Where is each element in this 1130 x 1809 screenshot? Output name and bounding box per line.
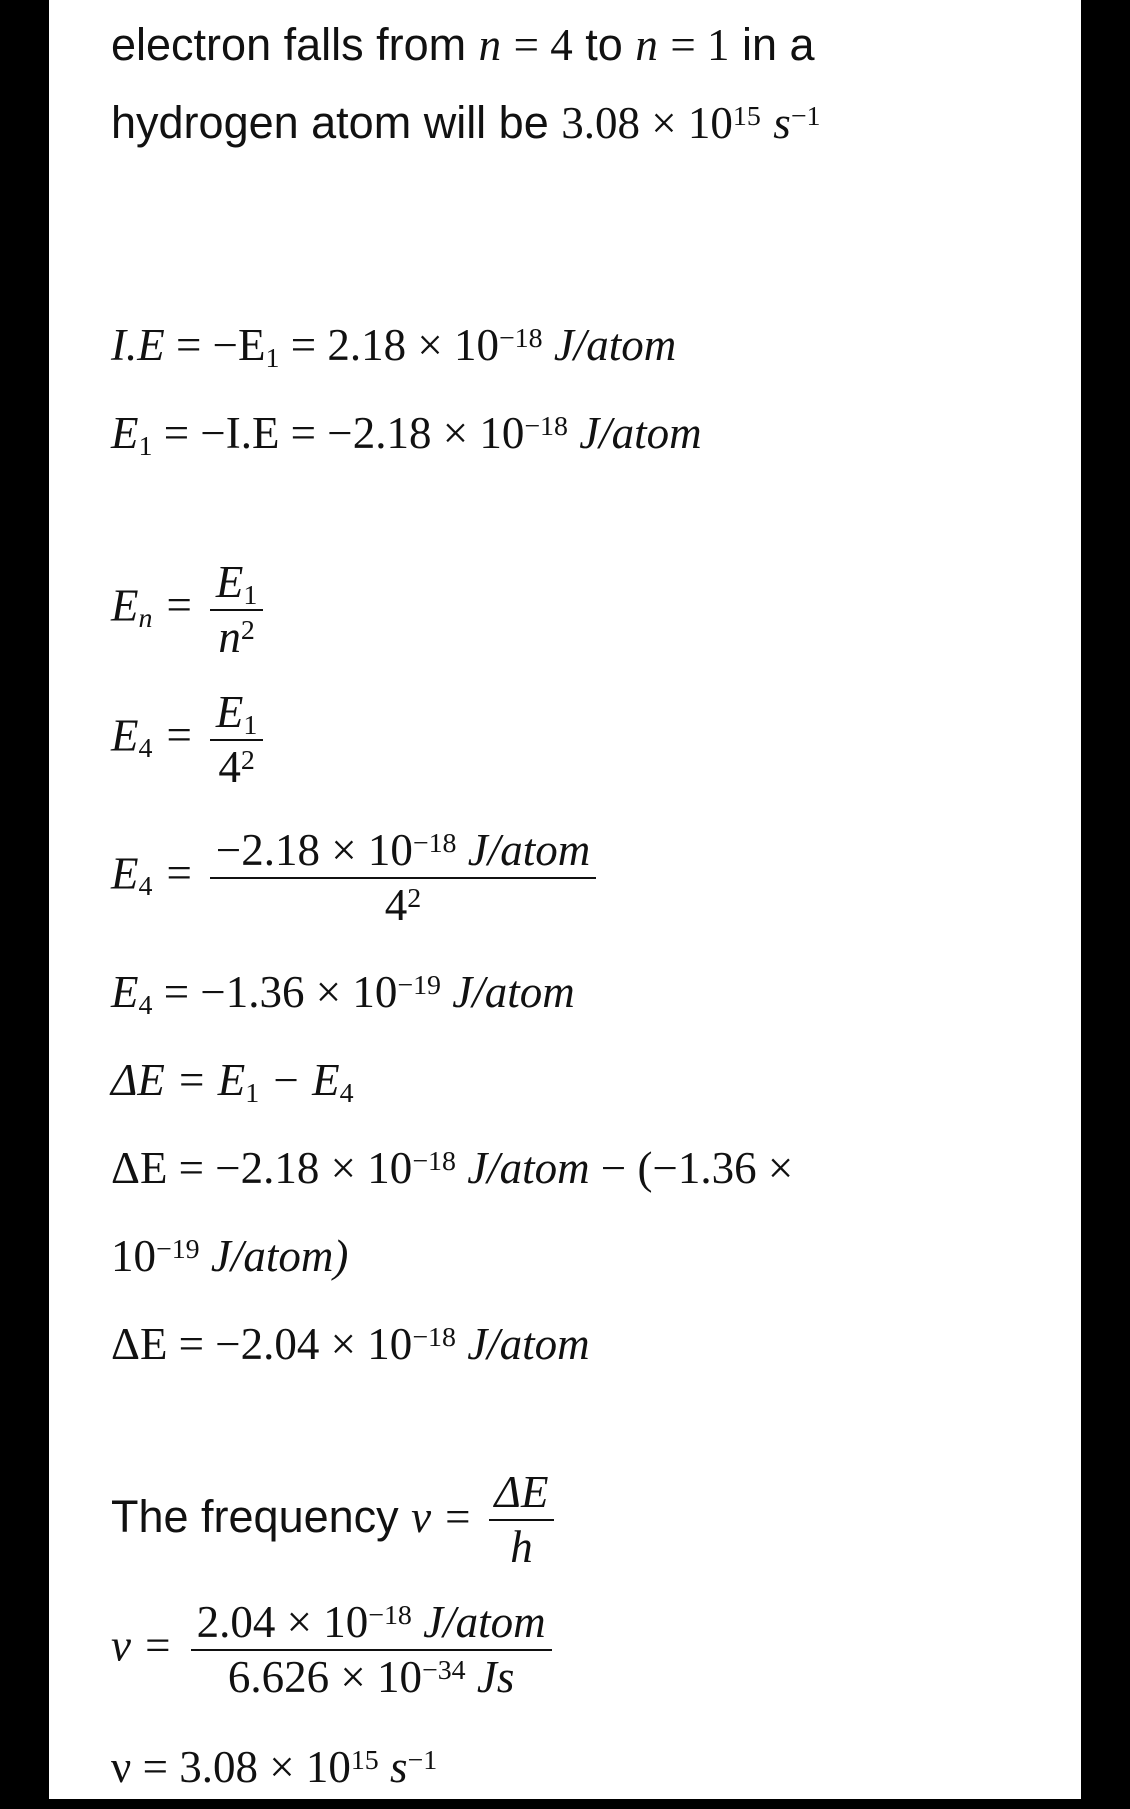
unit: J/atom bbox=[467, 1143, 590, 1193]
exponent: −18 bbox=[412, 1322, 456, 1354]
intro-line-1 bbox=[111, 19, 815, 70]
fraction bbox=[191, 1597, 552, 1702]
e4-fraction-equation bbox=[111, 687, 267, 792]
den-exp: −34 bbox=[421, 1655, 466, 1687]
frequency-definition bbox=[111, 1467, 558, 1572]
denominator bbox=[210, 739, 263, 790]
rhs: = −E bbox=[175, 320, 266, 370]
exponent: −18 bbox=[412, 1146, 456, 1178]
num: E bbox=[215, 557, 244, 607]
exponent: −18 bbox=[524, 411, 568, 443]
num: −2.18 × 10 bbox=[215, 825, 413, 875]
rhs: ν = 3.08 × 10 bbox=[111, 1742, 351, 1792]
den: 4 bbox=[218, 742, 241, 792]
value: 10 bbox=[111, 1231, 156, 1281]
intro-text-end: in a bbox=[729, 19, 815, 70]
rhs: = −1.36 × 10 bbox=[163, 967, 398, 1017]
delta-e-calc-line-1 bbox=[111, 1143, 794, 1193]
unit-exponent: −1 bbox=[407, 1745, 438, 1777]
num: 2.04 × 10 bbox=[196, 1597, 369, 1647]
den-exp: 2 bbox=[240, 615, 255, 647]
lhs: E bbox=[111, 967, 139, 1017]
equals: = bbox=[166, 710, 192, 761]
lhs: E bbox=[111, 848, 139, 899]
denominator bbox=[191, 1649, 552, 1700]
lhs: ν = bbox=[111, 1620, 173, 1671]
unit-exponent: −1 bbox=[790, 101, 821, 133]
subscript: 1 bbox=[265, 342, 280, 374]
subscript: 4 bbox=[138, 733, 153, 765]
rhs-cont: − (−1.36 × bbox=[589, 1143, 794, 1193]
numerator bbox=[210, 825, 596, 877]
subscript-4: 4 bbox=[339, 1077, 354, 1109]
intro-text: electron falls from bbox=[111, 19, 479, 70]
fraction bbox=[210, 825, 596, 930]
rhs: ΔE = −2.04 × 10 bbox=[111, 1319, 413, 1369]
delta-e-result bbox=[111, 1319, 590, 1369]
denominator bbox=[210, 877, 596, 928]
fraction bbox=[489, 1467, 555, 1572]
frequency-text: The frequency bbox=[111, 1490, 412, 1542]
numerator bbox=[210, 557, 263, 611]
exponent: 15 bbox=[732, 101, 761, 133]
subscript: 4 bbox=[138, 871, 153, 903]
den: 4 bbox=[384, 880, 408, 930]
lhs: I.E bbox=[111, 320, 165, 370]
lhs: E bbox=[111, 710, 139, 761]
frequency-result bbox=[111, 1742, 438, 1792]
lhs: ΔE = E bbox=[111, 1055, 246, 1105]
equals: = bbox=[166, 580, 192, 631]
numerator bbox=[210, 687, 263, 741]
e4-result bbox=[111, 967, 575, 1021]
unit: s bbox=[773, 98, 791, 148]
lhs: E bbox=[111, 408, 139, 458]
delta-e-calc-line-2 bbox=[111, 1231, 349, 1281]
subscript-1: 1 bbox=[245, 1077, 260, 1109]
equals: = bbox=[445, 1491, 471, 1542]
num: E bbox=[215, 687, 244, 737]
unit: J/atom bbox=[467, 1319, 590, 1369]
intro-text: hydrogen atom will be bbox=[111, 97, 562, 148]
numerator: ΔE bbox=[494, 1467, 549, 1517]
num-unit: J/atom bbox=[423, 1597, 546, 1647]
denominator bbox=[210, 609, 263, 660]
exponent: −18 bbox=[498, 323, 543, 355]
equals-4: = 4 bbox=[513, 20, 573, 70]
subscript: n bbox=[138, 603, 153, 635]
exponent: −19 bbox=[397, 970, 441, 1002]
den-unit: Js bbox=[476, 1652, 515, 1702]
num-exp: −18 bbox=[412, 828, 457, 860]
equals-1: = 1 bbox=[670, 20, 730, 70]
den: 6.626 × 10 bbox=[227, 1652, 422, 1702]
frequency-calculation bbox=[111, 1597, 556, 1702]
num-sub: 1 bbox=[243, 709, 258, 741]
intro-line-2 bbox=[111, 97, 821, 148]
subscript: 4 bbox=[138, 989, 153, 1021]
num-exp: −18 bbox=[368, 1600, 412, 1632]
exponent: 15 bbox=[350, 1745, 379, 1777]
unit: J/atom bbox=[553, 320, 677, 370]
unit: s bbox=[390, 1742, 408, 1792]
rhs: ΔE = −2.18 × 10 bbox=[111, 1143, 413, 1193]
variable-n: n bbox=[478, 20, 502, 70]
delta-e-definition bbox=[111, 1055, 354, 1109]
intro-to: to bbox=[572, 19, 636, 70]
num-sub: 1 bbox=[243, 579, 258, 611]
e4-substitution-equation bbox=[111, 825, 600, 930]
subscript: 1 bbox=[138, 430, 153, 462]
unit: J/atom) bbox=[210, 1231, 349, 1281]
variable-n: n bbox=[635, 20, 658, 70]
lhs: E bbox=[111, 580, 139, 631]
den-exp: 2 bbox=[407, 883, 422, 915]
solution-page bbox=[49, 0, 1081, 1799]
unit: J/atom bbox=[579, 408, 702, 458]
num-unit: J/atom bbox=[467, 825, 591, 875]
fraction bbox=[210, 557, 263, 662]
e1-equation bbox=[111, 408, 702, 462]
unit: J/atom bbox=[452, 967, 575, 1017]
en-equation bbox=[111, 557, 267, 662]
ionization-energy-equation bbox=[111, 320, 677, 374]
numerator bbox=[191, 1597, 552, 1649]
den-exp: 2 bbox=[240, 745, 255, 777]
fraction bbox=[210, 687, 263, 792]
denominator: h bbox=[489, 1519, 555, 1570]
frequency-value: 3.08 × 10 bbox=[561, 98, 733, 148]
rhs: = −I.E = −2.18 × 10 bbox=[163, 408, 525, 458]
den: n bbox=[218, 612, 241, 662]
exponent: −19 bbox=[156, 1234, 200, 1266]
value: = 2.18 × 10 bbox=[290, 320, 499, 370]
nu-symbol: ν bbox=[411, 1491, 432, 1542]
equals: = bbox=[166, 848, 192, 899]
minus-e: − E bbox=[259, 1055, 340, 1105]
